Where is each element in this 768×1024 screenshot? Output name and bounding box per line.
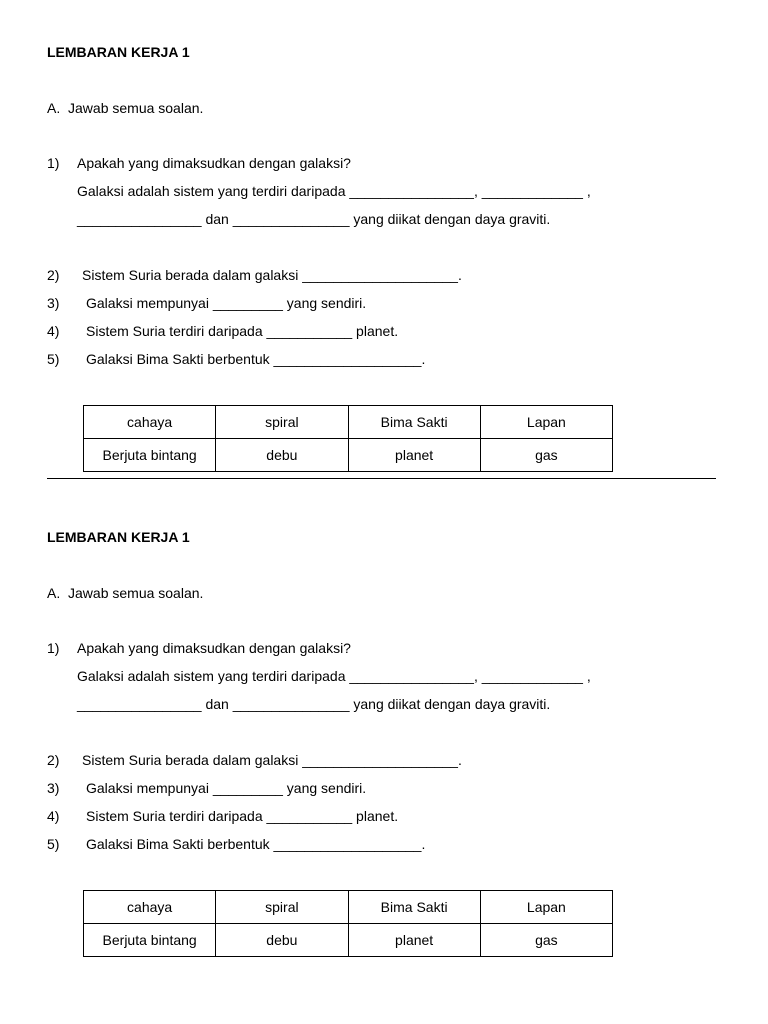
question-5-text: Galaksi Bima Sakti berbentuk ___________________. xyxy=(86,351,426,367)
question-4-text: Sistem Suria terdiri daripada ___________ planet. xyxy=(86,808,399,824)
question-3-text: Galaksi mempunyai _________ yang sendiri. xyxy=(86,780,367,796)
question-1-line-3: ________________ dan _______________ yang diikat dengan daya graviti. xyxy=(77,211,551,227)
word-bank-cell: planet xyxy=(348,439,480,472)
question-1-line-1: Apakah yang dimaksudkan dengan galaksi? xyxy=(77,640,351,656)
question-1-line-3: ________________ dan _______________ yang diikat dengan daya graviti. xyxy=(77,696,551,712)
word-bank-cell: Bima Sakti xyxy=(348,406,480,439)
question-number: 5) xyxy=(47,836,60,852)
word-bank-cell: Berjuta bintang xyxy=(84,924,216,957)
question-5-text: Galaksi Bima Sakti berbentuk ___________________. xyxy=(86,836,426,852)
question-number: 5) xyxy=(47,351,60,367)
question-1-line-2: Galaksi adalah sistem yang terdiri daripada ________________, _____________ , xyxy=(77,183,591,199)
word-bank-cell: spiral xyxy=(216,891,348,924)
word-bank-cell: spiral xyxy=(216,406,348,439)
worksheet-title: LEMBARAN KERJA 1 xyxy=(47,44,190,60)
word-bank-row xyxy=(84,891,613,924)
word-bank-row xyxy=(84,406,613,439)
question-number: 1) xyxy=(47,640,60,656)
word-bank-cell: Lapan xyxy=(480,406,612,439)
question-number: 1) xyxy=(47,155,60,171)
question-1-line-1: Apakah yang dimaksudkan dengan galaksi? xyxy=(77,155,351,171)
word-bank-table xyxy=(83,405,613,472)
word-bank-row xyxy=(84,439,613,472)
question-1-line-2: Galaksi adalah sistem yang terdiri daripada ________________, _____________ , xyxy=(77,668,591,684)
question-2-text: Sistem Suria berada dalam galaksi ____________________. xyxy=(82,752,462,768)
word-bank-cell: gas xyxy=(480,439,612,472)
worksheet-title: LEMBARAN KERJA 1 xyxy=(47,529,190,545)
question-3-text: Galaksi mempunyai _________ yang sendiri. xyxy=(86,295,367,311)
worksheet-bottom xyxy=(0,485,768,965)
word-bank-table xyxy=(83,890,613,957)
instruction: A. Jawab semua soalan. xyxy=(47,585,204,601)
word-bank-cell: cahaya xyxy=(84,891,216,924)
question-number: 4) xyxy=(47,808,60,824)
word-bank-cell: cahaya xyxy=(84,406,216,439)
word-bank-cell: Berjuta bintang xyxy=(84,439,216,472)
word-bank-cell: planet xyxy=(348,924,480,957)
word-bank-cell: debu xyxy=(216,439,348,472)
word-bank-cell: Lapan xyxy=(480,891,612,924)
question-number: 3) xyxy=(47,780,60,796)
word-bank-cell: gas xyxy=(480,924,612,957)
question-4-text: Sistem Suria terdiri daripada ___________ planet. xyxy=(86,323,399,339)
question-number: 3) xyxy=(47,295,60,311)
cut-line-divider xyxy=(47,478,716,479)
word-bank-row xyxy=(84,924,613,957)
word-bank-cell: debu xyxy=(216,924,348,957)
question-number: 2) xyxy=(47,267,60,283)
instruction: A. Jawab semua soalan. xyxy=(47,100,204,116)
question-number: 4) xyxy=(47,323,60,339)
worksheet-top xyxy=(0,0,768,480)
question-2-text: Sistem Suria berada dalam galaksi ____________________. xyxy=(82,267,462,283)
question-number: 2) xyxy=(47,752,60,768)
word-bank-cell: Bima Sakti xyxy=(348,891,480,924)
